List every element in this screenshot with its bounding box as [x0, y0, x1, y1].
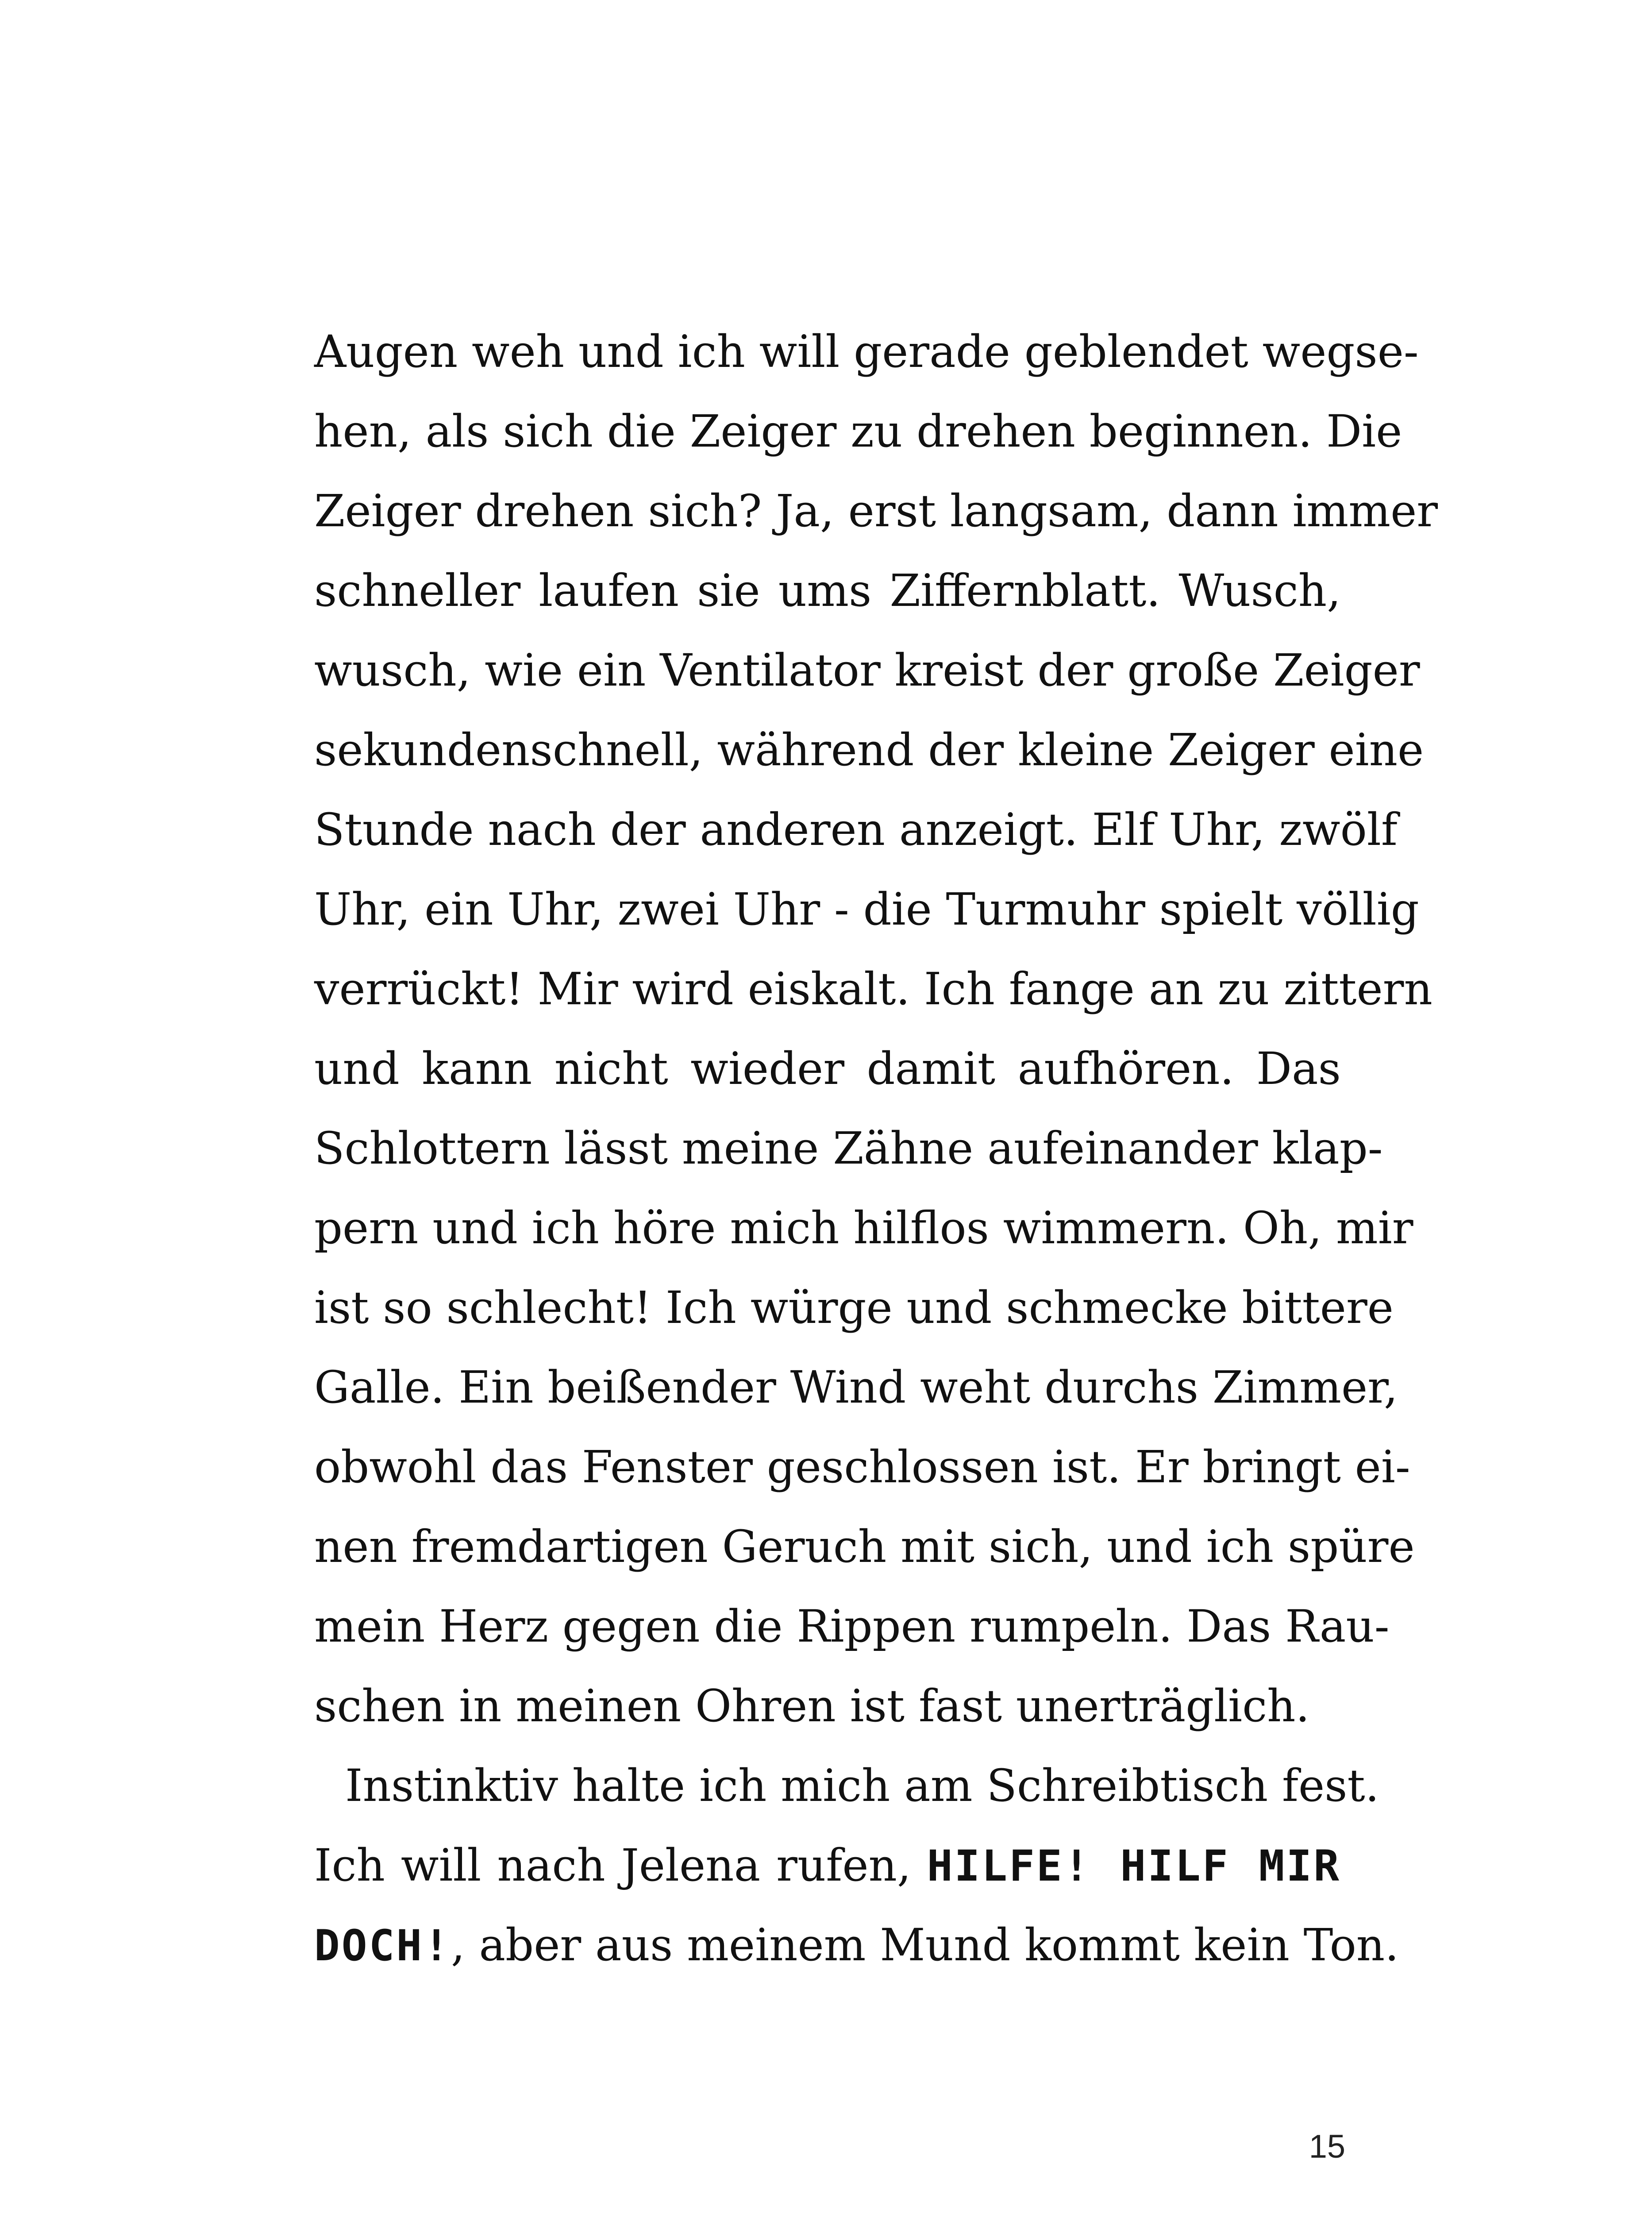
text-line: Schlottern lässt meine Zähne aufeinander klap-	[314, 1122, 1383, 1174]
text-line: Augen weh und ich will gerade geblendet wegse-	[314, 326, 1419, 378]
text-line: mein Herz gegen die Rippen rumpeln. Das Rau-	[314, 1600, 1390, 1652]
handwritten-shout: DOCH!	[314, 1921, 451, 1970]
text-line: verrückt! Mir wird eiskalt. Ich fange an zu zittern	[314, 963, 1433, 1015]
text-line: schen in meinen Ohren ist fast unerträglich.	[314, 1680, 1310, 1732]
text-line: Instinktiv halte ich mich am Schreibtisch fest.	[345, 1760, 1379, 1812]
text-line-with-shout	[314, 1826, 1341, 1905]
text-line: pern und ich höre mich hilflos wimmern. Oh, mir	[314, 1202, 1413, 1254]
text-line: Zeiger drehen sich? Ja, erst langsam, dann immer	[314, 485, 1438, 537]
paragraph-2	[314, 1746, 1399, 1985]
text-line: obwohl das Fenster geschlossen ist. Er bringt ei-	[314, 1441, 1410, 1493]
text-line: sekundenschnell, während der kleine Zeiger eine	[314, 724, 1424, 776]
page-number: 15	[1309, 2128, 1345, 2165]
handwritten-shout: HILFE! HILF MIR	[927, 1841, 1341, 1891]
text-line: schneller laufen sie ums Ziffernblatt. Wusch,	[314, 565, 1341, 617]
text-line-with-shout	[314, 1905, 1399, 1985]
paragraph-1	[314, 312, 1438, 1746]
text-line: und kann nicht wieder damit aufhören. Das	[314, 1043, 1341, 1095]
text-line: Uhr, ein Uhr, zwei Uhr - die Turmuhr spielt völlig	[314, 883, 1419, 935]
text-line: wusch, wie ein Ventilator kreist der große Zeiger	[314, 644, 1420, 696]
body-text	[314, 312, 1438, 1985]
line-text: Ich will nach Jelena rufen,	[314, 1839, 911, 1891]
text-line: ist so schlecht! Ich würge und schmecke bittere	[314, 1282, 1394, 1334]
line-text: , aber aus meinem Mund kommt kein Ton.	[451, 1919, 1399, 1971]
text-line: Galle. Ein beißender Wind weht durchs Zimmer,	[314, 1361, 1398, 1413]
text-line: nen fremdartigen Geruch mit sich, und ich spüre	[314, 1521, 1415, 1573]
text-line: Stunde nach der anderen anzeigt. Elf Uhr, zwölf	[314, 804, 1398, 856]
text-line: hen, als sich die Zeiger zu drehen beginnen. Die	[314, 405, 1402, 457]
